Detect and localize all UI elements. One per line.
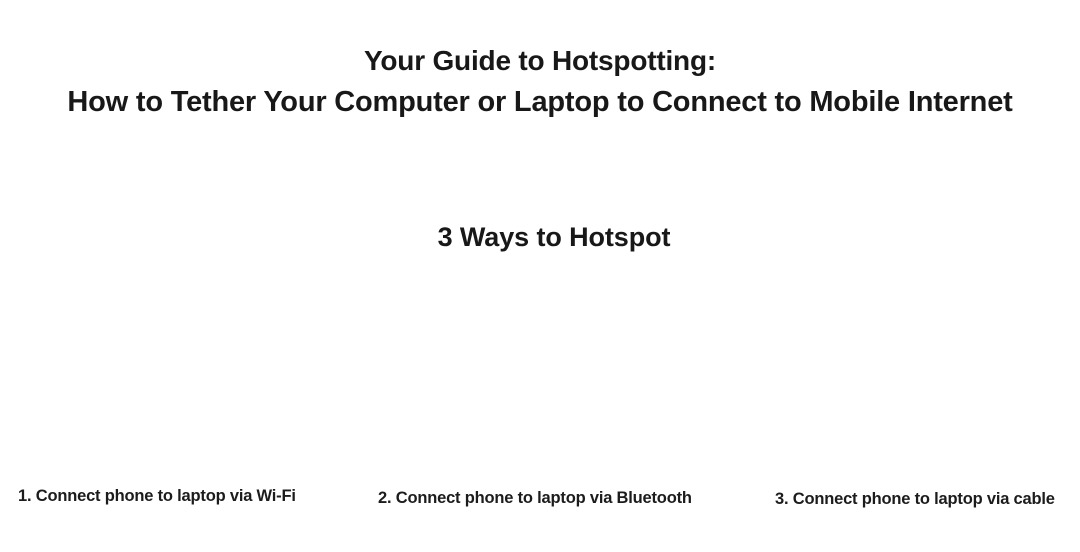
page-title-line-1: Your Guide to Hotspotting: (364, 45, 716, 76)
caption-item-cable: 3. Connect phone to laptop via cable (775, 490, 1055, 508)
page-title (0, 44, 1080, 119)
caption-row (0, 487, 1080, 517)
caption-item-bluetooth: 2. Connect phone to laptop via Bluetooth (378, 489, 692, 507)
page-title-line-2: How to Tether Your Computer or Laptop to Connect to Mobile Internet (67, 86, 1013, 119)
section-subheading: 3 Ways to Hotspot (437, 222, 671, 252)
caption-item-wifi: 1. Connect phone to laptop via Wi-Fi (18, 487, 296, 505)
